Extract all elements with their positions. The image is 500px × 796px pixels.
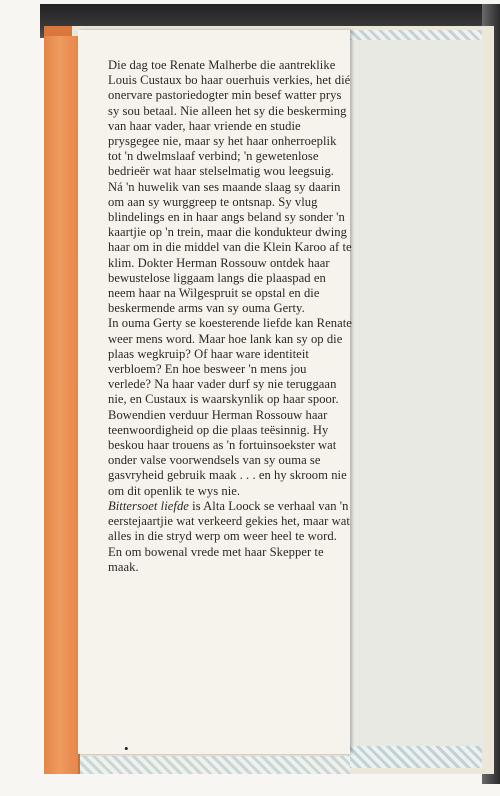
blurb-paragraph-1: Die dag toe Renate Malherbe die aantreklike Louis Custaux bo haar ouerhuis verkies, het dié onervare pastoriedogter min besef watter prys sy sou betaal. Nie alleen het sy die beskerming van haar vader, haar vriende en studie prysgegee nie, maar sy het haar onherroeplik tot 'n dwelmslaaf verbind; 'n gewetenlose bedrieër wat haar stelselmatig wou leegsuig.: [108, 58, 351, 179]
ink-dot-mark: •: [124, 741, 129, 756]
bottom-pattern-strip: [80, 756, 350, 774]
blurb-closing-text: is Alta Loock se verhaal van 'n eerstejaartjie wat verkeerd gekies het, maar wat alles in die stryd werp om weer heel te word. En om bowenal vrede met haar Skepper te maak.: [108, 498, 350, 574]
orange-spine-strip: [44, 36, 80, 774]
blurb-paragraph-2: Ná 'n huwelik van ses maande slaag sy daarin om aan sy wurggreep te ontsnap. Sy vlug blindelings en in haar angs beland sy sonder 'n kaartjie op 'n trein, maar die kondukteur dwing haar om in die middel van die Klein Karoo af te klim. Dokter Herman Rossouw ontdek haar bewustelose liggaam langs die plaaspad en neem haar na Wilgespruit se opstal en die beskermende arms van sy ouma Gerty.: [108, 179, 352, 316]
book-title: Bittersoet liefde: [108, 498, 189, 513]
endpaper-pattern-bottom: [348, 746, 482, 768]
endpaper-pattern-top: [348, 30, 482, 40]
endpaper: [348, 30, 484, 768]
blurb-paragraph-3: In ouma Gerty se koesterende liefde kan Renate weer mens word. Maar hoe lank kan sy op die plaas wegkruip? Of haar ware identiteit verbloem? En hoe besweer 'n mens jou verlede? Na haar vader durf sy nie teruggaan nie, en Custaux is waarskynlik op haar spoor. Bowendien verduur Herman Rossouw haar teenwoordigheid op die plaas teësinnig. Hy beskou haar trouens as 'n fortuinsoekster wat onder valse voorwendsels van sy ouma se gasvryheid gebruik maak . . . en hy skroom nie om dit openlik te wys nie.: [108, 316, 352, 498]
blurb-closing-paragraph: [108, 499, 352, 575]
blurb-text: [108, 58, 352, 575]
